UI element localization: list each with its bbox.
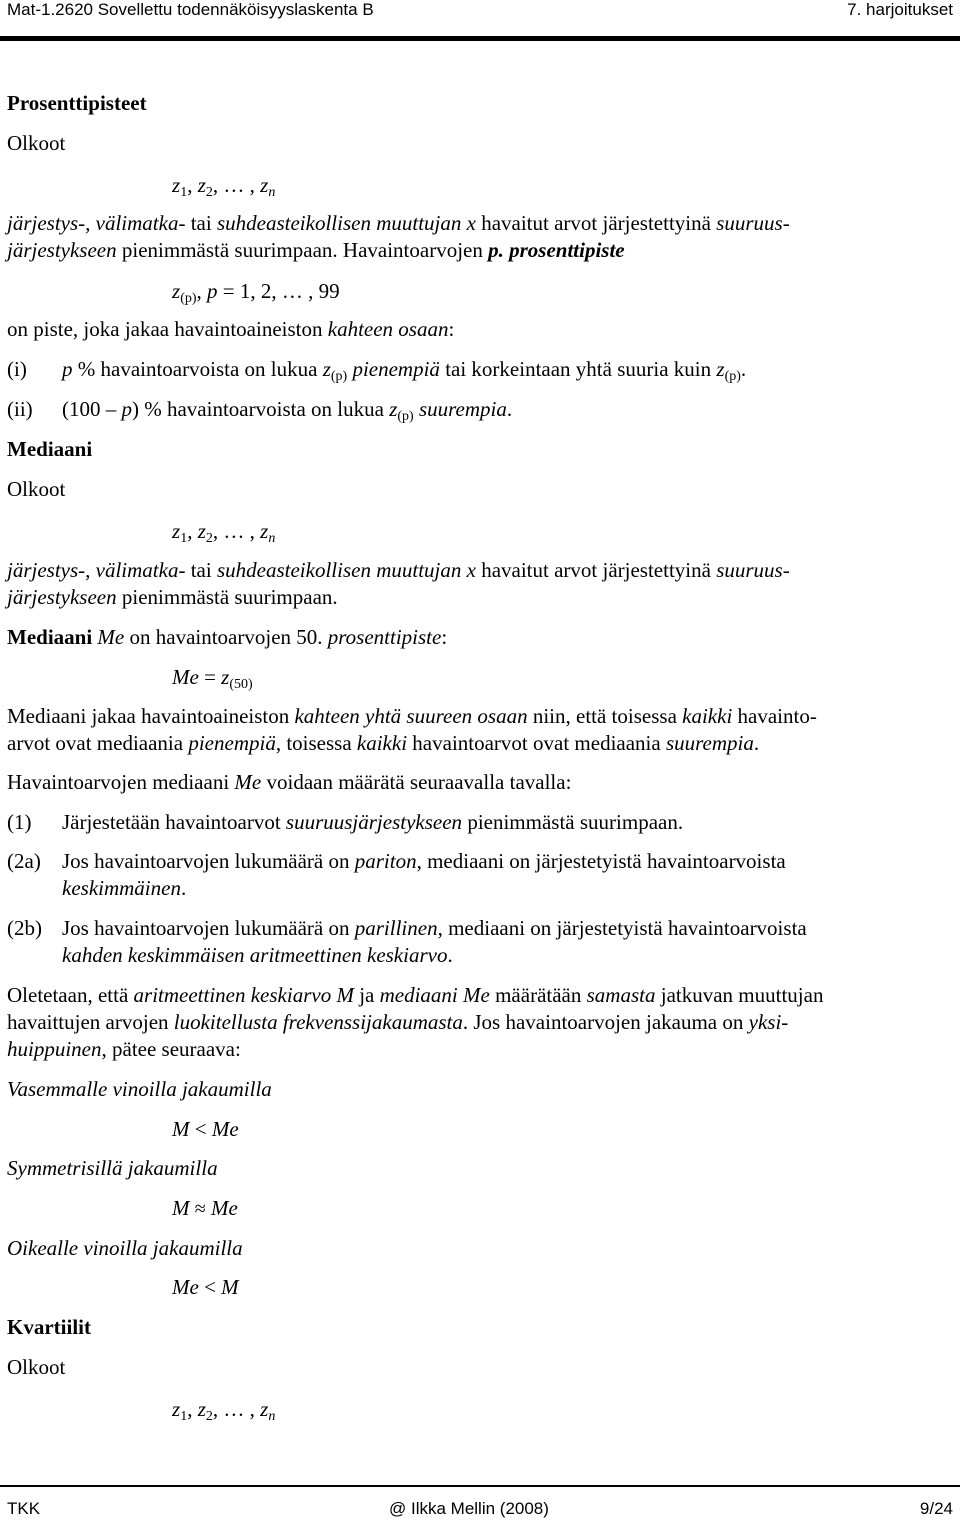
header-rule	[0, 36, 960, 41]
sequence-formula: $z_1$, $z_2$, … , $z_n$	[172, 519, 276, 546]
list-label: (2b)	[7, 916, 42, 940]
list-item: (100 – p) % havaintoarvoista on lukua $z_{(p)}$ suurempia.	[62, 397, 513, 424]
olkoot-text: Olkoot	[7, 1355, 66, 1379]
list-item-continued: keskimmäinen.	[62, 876, 187, 900]
relation-left-skew: M < Me	[172, 1117, 239, 1141]
paragraph-line: järjestys-, välimatka- tai suhdeasteikollisen muuttujan x havaitut arvot järjestettyinä suuruus-	[7, 558, 790, 582]
list-item: Järjestetään havaintoarvot suuruusjärjestykseen pienimmästä suurimpaan.	[62, 810, 684, 834]
relation-right-skew: Me < M	[172, 1275, 239, 1299]
section-title-quartiles: Kvartiilit	[7, 1315, 91, 1339]
course-title: Mat-1.2620 Sovellettu todennäköisyyslaskenta B	[7, 0, 374, 19]
left-skew-label: Vasemmalle vinoilla jakaumilla	[7, 1077, 272, 1101]
page-header	[7, 0, 953, 28]
footer-rule	[0, 1485, 960, 1487]
paragraph-line: Mediaani jakaa havaintoaineiston kahteen yhtä suureen osaan niin, että toisessa kaikki havainto-	[7, 704, 817, 728]
olkoot-text: Olkoot	[7, 131, 66, 155]
paragraph-line: järjestykseen pienimmästä suurimpaan. Havaintoarvojen p. prosenttipiste	[7, 238, 625, 262]
paragraph-line: arvot ovat mediaania pienempiä, toisessa kaikki havaintoarvot ovat mediaania suurempia.	[7, 731, 760, 755]
olkoot-text: Olkoot	[7, 477, 66, 501]
section-title-median: Mediaani	[7, 437, 93, 461]
section-title-percentiles: Prosenttipisteet	[7, 91, 147, 115]
list-item: Jos havaintoarvojen lukumäärä on parillinen, mediaani on järjestetyistä havaintoarvoista	[62, 916, 807, 940]
paragraph-line: havaittujen arvojen luokitellusta frekvenssijakaumasta. Jos havaintoarvojen jakauma on yksi-	[7, 1010, 789, 1034]
list-item: Jos havaintoarvojen lukumäärä on pariton, mediaani on järjestetyistä havaintoarvoista	[62, 849, 786, 873]
paragraph-line: Oletetaan, että aritmeettinen keskiarvo M ja mediaani Me määrätään samasta jatkuvan muuttujan	[7, 983, 824, 1007]
sequence-formula: $z_1$, $z_2$, … , $z_n$	[172, 1397, 276, 1424]
paragraph-line: huippuinen, pätee seuraava:	[7, 1037, 241, 1061]
exercise-title: 7. harjoitukset	[847, 0, 953, 19]
right-skew-label: Oikealle vinoilla jakaumilla	[7, 1236, 243, 1260]
median-formula: $Me = z_{(50)}$	[172, 665, 253, 692]
list-label: (1)	[7, 810, 32, 834]
footer-institution: TKK	[7, 1499, 41, 1518]
paragraph-line: järjestykseen pienimmästä suurimpaan.	[7, 585, 338, 609]
page-number: 9/24	[919, 1499, 953, 1518]
footer-author: @ Ilkka Mellin (2008)	[389, 1499, 549, 1518]
list-label: (i)	[7, 357, 27, 381]
paragraph-line: järjestys-, välimatka- tai suhdeasteikollisen muuttujan x havaitut arvot järjestettyinä suuruus-	[7, 211, 790, 235]
list-label: (2a)	[7, 849, 41, 873]
paragraph-line: on piste, joka jakaa havaintoaineiston kahteen osaan:	[7, 317, 455, 341]
page-footer	[7, 1499, 953, 1523]
relation-symmetric: M ≈ Me	[172, 1196, 238, 1220]
symmetric-label: Symmetrisillä jakaumilla	[7, 1156, 218, 1180]
list-label: (ii)	[7, 397, 33, 421]
list-item: p % havaintoarvoista on lukua $z_{(p)}$ pienempiä tai korkeintaan yhtä suuria kuin $z_{(p)}$.	[62, 357, 747, 384]
sequence-formula: $z_1$, $z_2$, … , $z_n$	[172, 173, 276, 200]
paragraph-line: Mediaani Me on havaintoarvojen 50. prosenttipiste:	[7, 625, 448, 649]
paragraph-line: Havaintoarvojen mediaani Me voidaan määrätä seuraavalla tavalla:	[7, 770, 572, 794]
list-item-continued: kahden keskimmäisen aritmeettinen keskiarvo.	[62, 943, 453, 967]
percentile-formula: $z_{(p)}$, p = 1, 2, … , 99	[172, 279, 340, 306]
